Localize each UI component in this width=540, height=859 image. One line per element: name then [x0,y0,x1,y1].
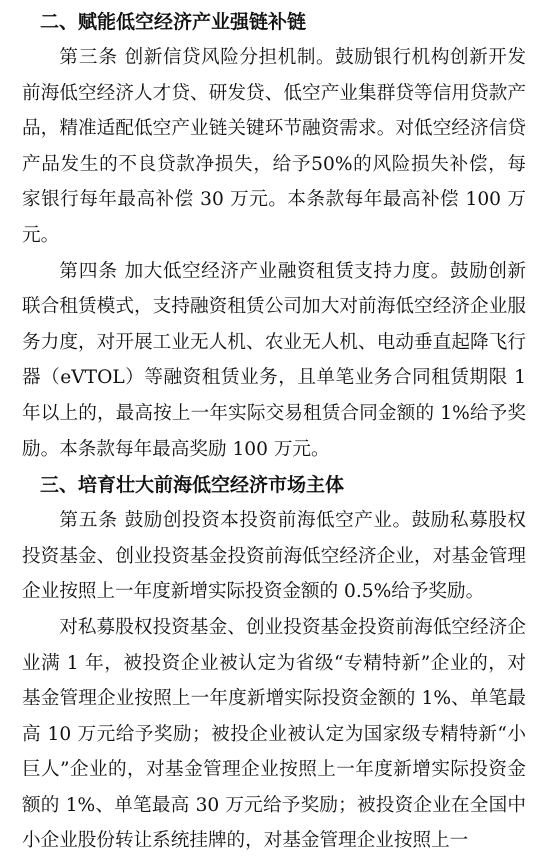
section-heading: 三、培育壮大前海低空经济市场主体 [40,474,345,497]
article-paragraph [22,610,526,859]
article-title: 创新信贷风险分担机制。 [124,47,336,68]
article-label: 第五条 [59,510,119,532]
article-paragraph [22,40,526,254]
article-label: 第四条 [59,260,119,282]
article-label: 第三条 [59,47,119,68]
article-text: 鼓励银行机构创新开发前海低空经济人才贷、研发贷、低空产业集群贷等信用贷款产品，精准适配低空产业链关键环节融资需求。对低空经济信贷产品发生的不良贷款净损失，给予50%的风险损失补偿，每家银行每年最高补偿 30 万元。本条款每年最高补偿 100 万元。 [22,47,526,246]
article-text: 对私募股权投资基金、创业投资基金投资前海低空经济企业满 1 年，被投资企业被认定为省级“专精特新”企业的，对基金管理企业按照上一年度新增实际投资金额的 1%、单笔最高 10 万元给予奖励；被投企业被认定为国家级专精特新“小巨人”企业的，对基金管理企业按照上一年度新增实际投资金额的 1%、单笔最高 30 万元给予奖励；被投资企业在全国中小企业股份转让系统挂牌的，对基金管理企业按照上一 [22,616,526,852]
section-heading: 二、赋能低空经济产业强链补链 [40,11,307,33]
article-title: 鼓励创投资本投资前海低空产业。 [124,510,412,532]
article-text: 鼓励创新联合租赁模式，支持融资租赁公司加大对前海低空经济企业服务力度，对开展工业无人机、农业无人机、电动垂直起降飞行器（eVTOL）等融资租赁业务，且单笔业务合同租赁期限 1 年以上的，最高按上一年实际交易租赁合同金额的 1%给予奖励。本条款每年最高奖励 100 万元。 [22,260,526,460]
article-text: 鼓励私募股权投资基金、创业投资基金投资前海低空经济企业，对基金管理企业按照上一年度新增实际投资金额的 0.5%给予奖励。 [22,510,526,603]
article-title: 加大低空经济产业融资租赁支持力度。 [124,260,450,282]
article-paragraph [22,503,526,610]
article-paragraph [22,254,526,468]
